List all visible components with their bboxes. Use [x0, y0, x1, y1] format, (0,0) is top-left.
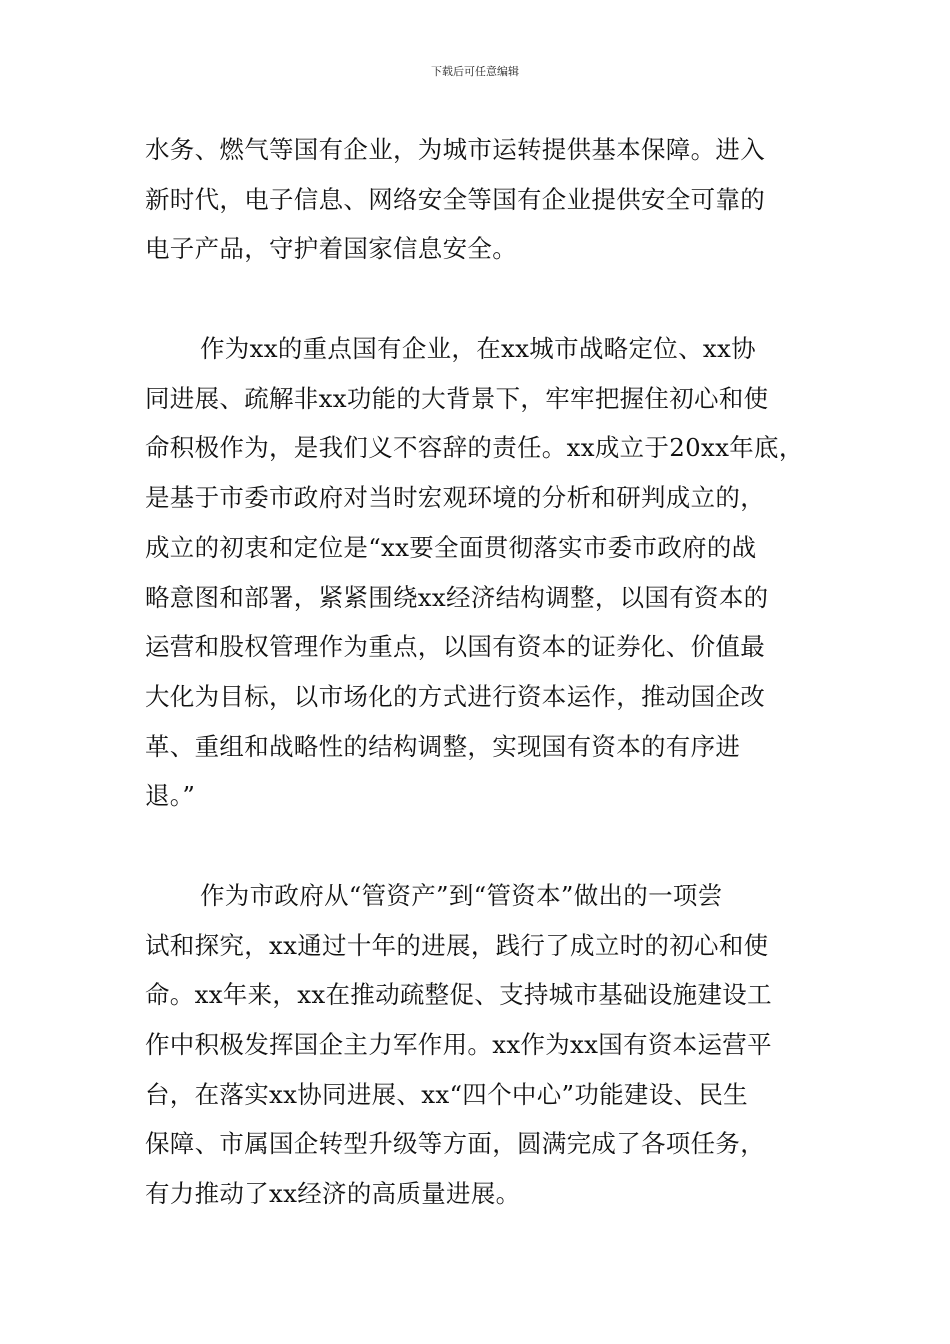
text-line: 运营和股权管理作为重点，以国有资本的证券化、价值最 [145, 632, 765, 662]
text-line: 水务、燃气等国有企业，为城市运转提供基本保障。进入 [145, 135, 765, 164]
text-line: 是基于市委市政府对当时宏观环境的分析和研判成立的， [145, 483, 765, 513]
text-line: 命。xx年来，xx在推动疏整促、支持城市基础设施建设工 [145, 980, 772, 1010]
text-line: 作中积极发挥国企主力军作用。xx作为xx国有资本运营平 [145, 1030, 772, 1059]
document-body [145, 125, 825, 1219]
text-line: 电子产品，守护着国家信息安全。 [145, 234, 517, 264]
text-line: 大化为目标，以市场化的方式进行资本运作，推动国企改 [145, 681, 765, 711]
text-line: 作为xx的重点国有企业，在xx城市战略定位、xx协 [200, 334, 756, 364]
text-line: 成立的初衷和定位是“xx要全面贯彻落实市委市政府的战 [145, 532, 757, 562]
paragraph-spacer [145, 274, 825, 324]
paragraph-2 [145, 324, 825, 821]
text-line: 保障、市属国企转型升级等方面，圆满完成了各项任务， [145, 1129, 765, 1159]
text-line: 新时代，电子信息、网络安全等国有企业提供安全可靠的 [145, 184, 765, 214]
text-line: 作为市政府从“管资产”到“管资本”做出的一项尝 [200, 880, 723, 910]
paragraph-spacer [145, 821, 825, 871]
paragraph-3 [145, 871, 825, 1219]
text-line: 同进展、疏解非xx功能的大背景下，牢牢把握住初心和使 [145, 383, 769, 413]
paragraph-1 [145, 125, 825, 274]
text-line: 革、重组和战略性的结构调整，实现国有资本的有序进 [145, 731, 741, 761]
text-line: 略意图和部署，紧紧围绕xx经济结构调整，以国有资本的 [145, 582, 769, 612]
text-line: 退。” [145, 781, 196, 811]
text-line: 有力推动了xx经济的高质量进展。 [145, 1179, 521, 1209]
text-line: 试和探究，xx通过十年的进展，践行了成立时的初心和使 [145, 930, 769, 960]
page-header: 下载后可任意编辑 [431, 65, 519, 78]
text-line: 台，在落实xx协同进展、xx“四个中心”功能建设、民生 [145, 1079, 748, 1109]
text-line: 命积极作为，是我们义不容辞的责任。xx成立于20xx年底， [145, 433, 804, 463]
